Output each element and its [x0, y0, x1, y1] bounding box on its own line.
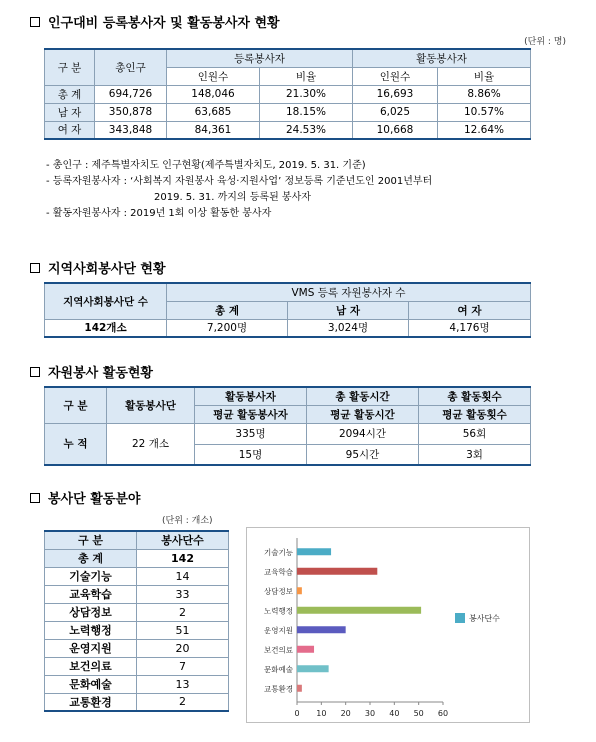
section3-title — [30, 362, 153, 381]
community-table — [44, 282, 531, 338]
tick-label: 0 — [294, 709, 300, 718]
table-row: 여 자 343,848 84,361 24.53% 10,668 12.64% — [45, 121, 531, 139]
category-label: 보건의료 — [264, 645, 293, 655]
bar — [297, 665, 329, 672]
section1-title — [30, 12, 280, 31]
header-times: 총 활동횟수 — [419, 387, 531, 405]
checkbox-square-icon — [30, 493, 40, 503]
tick-label: 60 — [437, 709, 449, 718]
section1-notes — [46, 158, 432, 222]
category-label: 운영지원 — [264, 625, 293, 635]
category-label: 문화예술 — [264, 664, 293, 674]
header-groups: 지역사회봉사단 수 — [45, 283, 167, 319]
header-avg-hours: 평균 활동시간 — [307, 405, 419, 423]
header-groups: 활동봉사단 — [107, 387, 195, 423]
header-act-count: 인원수 — [353, 67, 438, 85]
note-line: - 총인구 : 제주특별자치도 인구현황(제주특별자치도, 2019. 5. 31. 기준) — [46, 160, 366, 171]
section4-unit: (단위 : 개소) — [162, 516, 213, 526]
population-table — [44, 48, 531, 140]
table-row: 142개소 7,200명 3,024명 4,176명 — [45, 319, 531, 337]
header-active: 활동봉사자 — [353, 49, 531, 67]
category-label: 기술기능 — [264, 547, 293, 557]
header-category: 구 분 — [45, 49, 95, 85]
header-count: 봉사단수 — [137, 531, 229, 549]
header-act-ratio: 비율 — [438, 67, 531, 85]
section4-title — [30, 488, 140, 507]
legend-swatch — [455, 613, 465, 623]
category-label: 노력행정 — [264, 606, 293, 616]
table-row: 총 계 142 — [45, 549, 229, 567]
table-row: 15명 95시간 3회 — [45, 444, 531, 465]
note-line: 2019. 5. 31. 까지의 등록된 봉사자 — [154, 192, 311, 203]
activity-table — [44, 386, 531, 466]
table-row: 보건의료 7 — [45, 657, 229, 675]
table-row: 기술기능 14 — [45, 567, 229, 585]
section4-title-text: 봉사단 활동분야 — [48, 492, 141, 507]
tick-label: 10 — [316, 709, 327, 718]
bar — [297, 626, 346, 633]
table-row: 누 적 22 개소 335명 2094시간 56회 — [45, 423, 531, 444]
header-vms: VMS 등록 자원봉사자 수 — [167, 283, 531, 301]
section1-title-text: 인구대비 등록봉사자 및 활동봉사자 현황 — [48, 16, 280, 31]
bar — [297, 685, 302, 692]
tick-label: 30 — [364, 709, 376, 718]
bar — [297, 646, 314, 653]
tick-label: 20 — [340, 709, 351, 718]
legend-label: 봉사단수 — [469, 614, 500, 623]
table-row: 교통환경 2 — [45, 693, 229, 711]
category-label: 상담정보 — [264, 586, 293, 596]
bar — [297, 548, 331, 555]
table-row: 운영지원 20 — [45, 639, 229, 657]
header-avg-volunteers: 평균 활동봉사자 — [195, 405, 307, 423]
header-male: 남 자 — [288, 301, 409, 319]
tick-label: 50 — [413, 709, 424, 718]
table-row: 남 자 350,878 63,685 18.15% 6,025 10.57% — [45, 103, 531, 121]
note-line: - 등록자원봉사자 : ‘사회복지 자원봉사 육성·지원사업’ 정보등록 기준년도인 2001년부터 — [46, 176, 433, 187]
table-row: 교육학습 33 — [45, 585, 229, 603]
section1-unit: (단위 : 명) — [524, 37, 566, 47]
bar — [297, 587, 302, 594]
tick-label: 40 — [389, 709, 400, 718]
table-row: 상담정보 2 — [45, 603, 229, 621]
header-avg-times: 평균 활동횟수 — [419, 405, 531, 423]
header-female: 여 자 — [409, 301, 531, 319]
table-row: 노력행정 51 — [45, 621, 229, 639]
header-hours: 총 활동시간 — [307, 387, 419, 405]
field-chart — [246, 527, 530, 723]
section2-title-text: 지역사회봉사단 현황 — [48, 262, 166, 277]
checkbox-square-icon — [30, 17, 40, 27]
note-line: - 활동자원봉사자 : 2019년 1회 이상 활동한 봉사자 — [46, 208, 272, 219]
header-reg-count: 인원수 — [167, 67, 260, 85]
header-volunteers: 활동봉사자 — [195, 387, 307, 405]
bar — [297, 607, 421, 614]
table-row: 문화예술 13 — [45, 675, 229, 693]
section2-title — [30, 258, 166, 277]
bar — [297, 568, 377, 575]
checkbox-square-icon — [30, 263, 40, 273]
checkbox-square-icon — [30, 367, 40, 377]
category-label: 교통환경 — [264, 684, 293, 694]
header-total-pop: 총인구 — [95, 49, 167, 85]
section3-title-text: 자원봉사 활동현황 — [48, 366, 153, 381]
field-bar-chart — [247, 528, 529, 722]
header-reg-ratio: 비율 — [260, 67, 353, 85]
category-label: 교육학습 — [264, 567, 293, 577]
field-table — [44, 530, 229, 712]
header-registered: 등록봉사자 — [167, 49, 353, 67]
table-row: 총 계 694,726 148,046 21.30% 16,693 8.86% — [45, 85, 531, 103]
header-category: 구 분 — [45, 387, 107, 423]
header-category: 구 분 — [45, 531, 137, 549]
header-total: 총 계 — [167, 301, 288, 319]
